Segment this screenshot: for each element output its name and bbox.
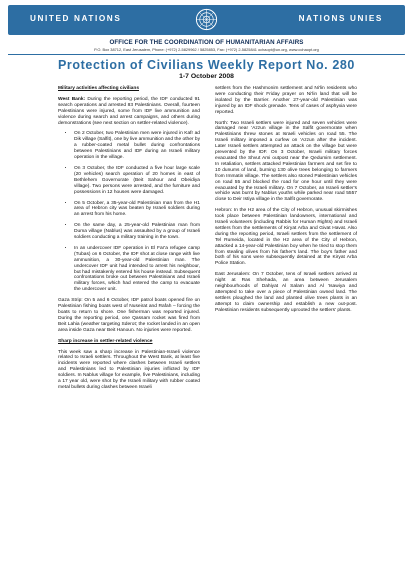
west-bank-intro (58, 97, 200, 127)
incident-item: • On the same day, a 25-year-old Palestinian man from Duma village (Nablus) was assaulted by a group of Israeli soldiers conducting a military training in the town. (74, 223, 200, 241)
section-heading: Military activities affecting civilians (58, 86, 140, 91)
incident-item: • In an undercover IDF operation in El Far'a refugee camp (Tubas) on 6 October, the IDF shot at close range with live ammunition, a 30-year-old Palestinian man. The undercover IDF unit had intended to arrest his neighbour, but had mistakenly entered his house instead. Subsequent confrontations broke out between Palestinians and Israeli military forces, which had entered the camp to evacuate the undercover unit. (74, 246, 200, 293)
office-name: OFFICE FOR THE COORDINATION OF HUMANITARIAN AFFAIRS (109, 39, 304, 46)
north-paragraph: North: Two Israeli settlers were injured and seven vehicles were damaged near 'Azzun village in the Salfit governorate when Palestinians threw stones at Israeli vehicles on road 55. The Israeli military imposed a curfew on 'Azzun after the incident. Later Israeli settlers attempted an attack on the village but were prevented by the IDF. On 3 October, Israeli military forces evacuated the Shvut Ami outpost near the Qedumim settlement. In retaliation, settlers attacked Palestinian farmers and set fire to 10 dunums of land, burning 130 olive trees belonging to farmers from Immatin village. The settlers also stoned Palestinian vehicles on road 55 and blocked the road for one hour until they were evacuated by the Israeli military. On 7 October, an Israeli settler's vehicle was burnt by Nablus youths while parked near road 5557 close to Deir Istiya village in the Salfit governorate. (215, 120, 357, 203)
incident-item: • On 5 October, a 35-year-old Palestinian man from the H1 area of Hebron city was beaten by Israeli soldiers during an arrest from his home. (74, 201, 200, 219)
gaza-paragraph: Gaza Strip: On 5 and 6 October, IDF patrol boats opened fire on Palestinian fishing boats west of Nuseirat and Rafah – forcing the boats to return to shore. One fisherman was reported injured. During the reporting period, one Qassam rocket was fired from Beit Lahia (weather targeting Sderot; the rocket landed in an open area inside Gaza near Beit Hanoun. No injuries were reported. (58, 298, 200, 333)
report-date: 1-7 October 2008 (179, 73, 234, 80)
report-title: Protection of Civilians Weekly Report No. 280 (58, 58, 355, 72)
west-bank-intro-text: During the reporting period, the IDF conducted 91 search operations and arrested 83 Palestinians. Overall, fourteen Palestinians were injured, some from IDF live ammunition and violence during search and arrest campaigns, and others during demonstrations (see next section on settler-related violence). (58, 96, 200, 126)
header-divider (8, 54, 405, 55)
united-nations-label: UNITED NATIONS (30, 14, 122, 23)
incident-item: • On 2 October, two Palestinian men were injured in Kafr ad Dik village (Salfit), one by live ammunition and the other by a rubber-coated metal bullet during confrontations between Palestinians and IDF during an Israeli military operation in the village. (74, 131, 200, 161)
settler-violence-paragraph: This week saw a sharp increase in Palestinian-Israeli violence related to Israeli settlers. Throughout the West Bank, at least five incidents were reported where clashes between Israeli settlers and Palestinians led to Palestinian injuries inflicted by IDF soldiers. In Nablus village for example, five Palestinians, including a 17 year old, were shot by the Israeli military with rubber coated metal bullets during clashes between Israeli (58, 349, 200, 390)
hebron-paragraph: Hebron: In the H2 area of the City of Hebron, unusual skirmishes took place between Palestinian landowners, international and Israeli volunteers (including Rabbis for Human Rights) and Israeli settlers from the settlements of Kiryat Arba and Givat Havat. Also during the reporting period, Israeli settlers from the settlement of Tel Rumeida, located in the H2 area of the City of Hebron, attacked a 14-year-old Palestinian boy when he tried to stop them from stealing olives from his father's land. The boy's father and both of his sons were subsequently detained at the Kiryat Arba Police Station. (215, 208, 357, 267)
east-jerusalem-paragraph: East Jerusalem: On 7 October, tens of Israeli settlers arrived at night at Ras Shehada, an area between Jerusalem neighbourhoods of Dahiyat Al Salam and Al 'Isawiya and attempted to take over a piece of Palestinian owned land. The settlers ploughed the land and planted olive trees plants in an attempt to claim ownership and establish a new out-post. Palestinian residents subsequently uprooted the settlers' plants. (215, 272, 357, 313)
right-column (215, 86, 357, 319)
section-heading: Sharp increase in settler-related violence (58, 338, 153, 344)
left-column (58, 86, 200, 396)
incident-list (58, 131, 200, 293)
west-bank-lead: West Bank: (58, 96, 86, 102)
nations-unies-label: NATIONS UNIES (298, 14, 383, 23)
incident-item: • On 3 October, the IDF conducted a five hour large scale (20 vehicles) search operation of 20 homes in east of Bethlehem Governorate (Beit Sahour and Obeidiya village). Two persons were arrested, and the furniture and possessions in 12 houses were damaged. (74, 166, 200, 196)
un-emblem-icon (194, 7, 219, 32)
continued-paragraph: settlers from the Hashmonim settlement and Ni'lin residents who were conducting their Friday prayer on Ni'lin land that will be isolated by the Barrier. Another 27-year-old Palestinian was injured by an IDF shock grenade. Tens of cases of asphyxia were reported. (215, 86, 357, 115)
office-contact: P.O. Box 38712, East Jerusalem, Phone: (+972) 2-5829962 / 5825853, Fax: (+972) 2-5825841 ochaopt@un.org, www.ochaopt.org (94, 47, 319, 52)
un-banner (8, 5, 405, 35)
